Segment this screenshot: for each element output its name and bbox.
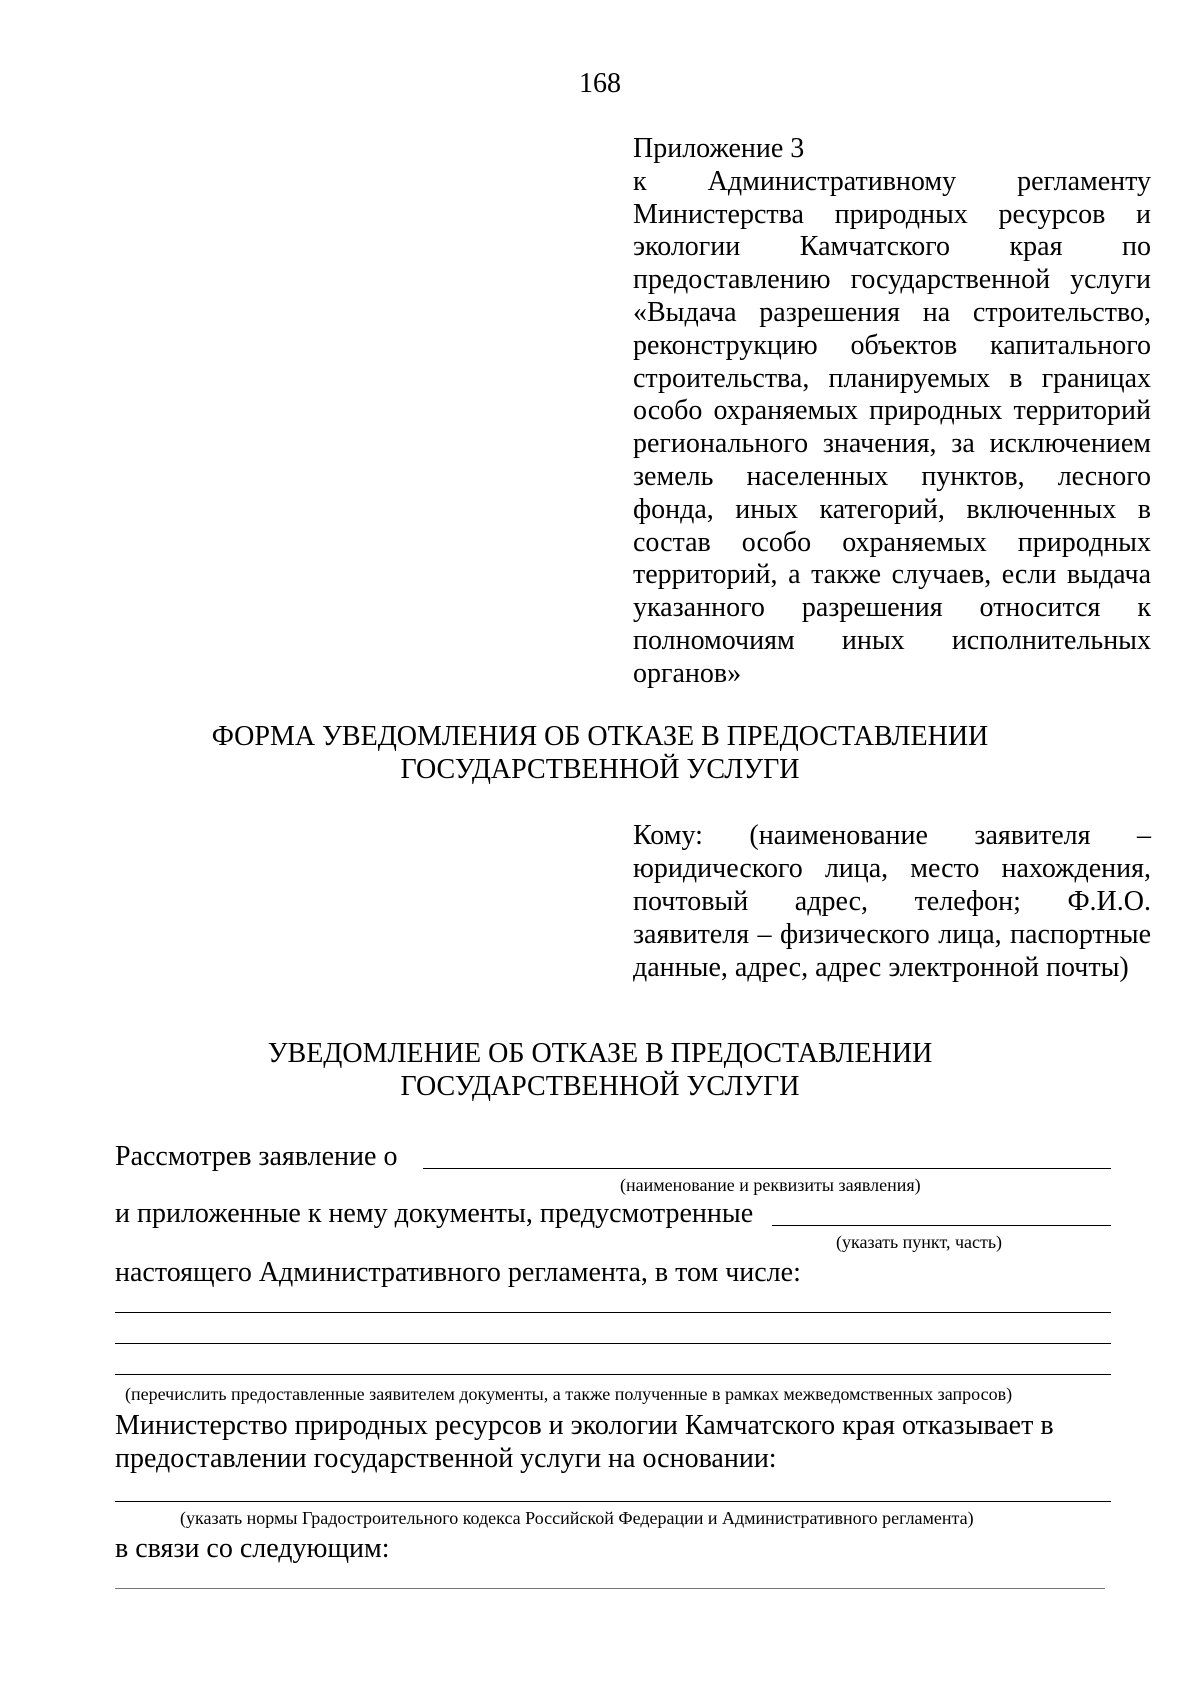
norms-blank-line <box>115 1501 1111 1502</box>
documents-blank-line-3 <box>115 1374 1111 1375</box>
refusal-line-2: предоставлении государственной услуги на основании: <box>115 1443 777 1474</box>
page-number: 168 <box>579 68 621 99</box>
norms-caption: (указать нормы Градостроительного кодекса Российской Федерации и Административного регламента) <box>180 1508 974 1528</box>
considered-label: Рассмотрев заявление о <box>115 1141 398 1172</box>
refusal-line-1: Министерство природных ресурсов и экологии Камчатского края отказывает в <box>115 1410 1054 1441</box>
documents-blank-line-2 <box>115 1343 1111 1344</box>
application-caption: (наименование и реквизиты заявления) <box>620 1175 921 1195</box>
notice-heading <box>0 1037 1200 1103</box>
application-blank-line <box>423 1168 1111 1169</box>
documents-caption: (перечислить предоставленные заявителем документы, а также полученные в рамках межведомственных запросов) <box>125 1384 1013 1404</box>
documents-blank-line-1 <box>115 1312 1111 1313</box>
recipient-block: Кому: (наименование заявителя – юридического лица, место нахождения, почтовый адрес, телефон; Ф.И.О. заявителя – физического лица, паспортные данные, адрес, адрес электронной почты) <box>633 820 1151 983</box>
reason-label: в связи со следующим: <box>115 1533 390 1564</box>
form-heading-line2: ГОСУДАРСТВЕННОЙ УСЛУГИ <box>400 754 800 785</box>
reason-blank-line <box>115 1588 1105 1589</box>
regulation-label: настоящего Административного регламента, в том числе: <box>115 1257 801 1288</box>
attached-documents-label: и приложенные к нему документы, предусмотренные <box>115 1198 754 1229</box>
appendix-block <box>633 133 1151 691</box>
clause-caption: (указать пункт, часть) <box>836 1232 1003 1252</box>
form-heading-line1: ФОРМА УВЕДОМЛЕНИЯ ОБ ОТКАЗЕ В ПРЕДОСТАВЛЕНИИ <box>211 721 989 752</box>
form-heading <box>0 720 1200 786</box>
notice-heading-line2: ГОСУДАРСТВЕННОЙ УСЛУГИ <box>400 1071 800 1102</box>
notice-heading-line1: УВЕДОМЛЕНИЕ ОБ ОТКАЗЕ В ПРЕДОСТАВЛЕНИИ <box>267 1038 933 1069</box>
appendix-title: Приложение 3 <box>633 133 805 164</box>
appendix-text: к Административному регламенту Министерства природных ресурсов и экологии Камчатского края по предоставлению государственной услуги «Выдача разрешения на строительство, реконструкцию объектов капитального строительства, планируемых в границах особо охраняемых природных территорий регионального значения, за исключением земель населенных пунктов, лесного фонда, иных категорий, включенных в состав особо охраняемых природных территорий, а также случаев, если выдача указанного разрешения относится к полномочиям иных исполнительных органов» <box>633 165 1151 689</box>
clause-blank-line <box>772 1225 1111 1226</box>
